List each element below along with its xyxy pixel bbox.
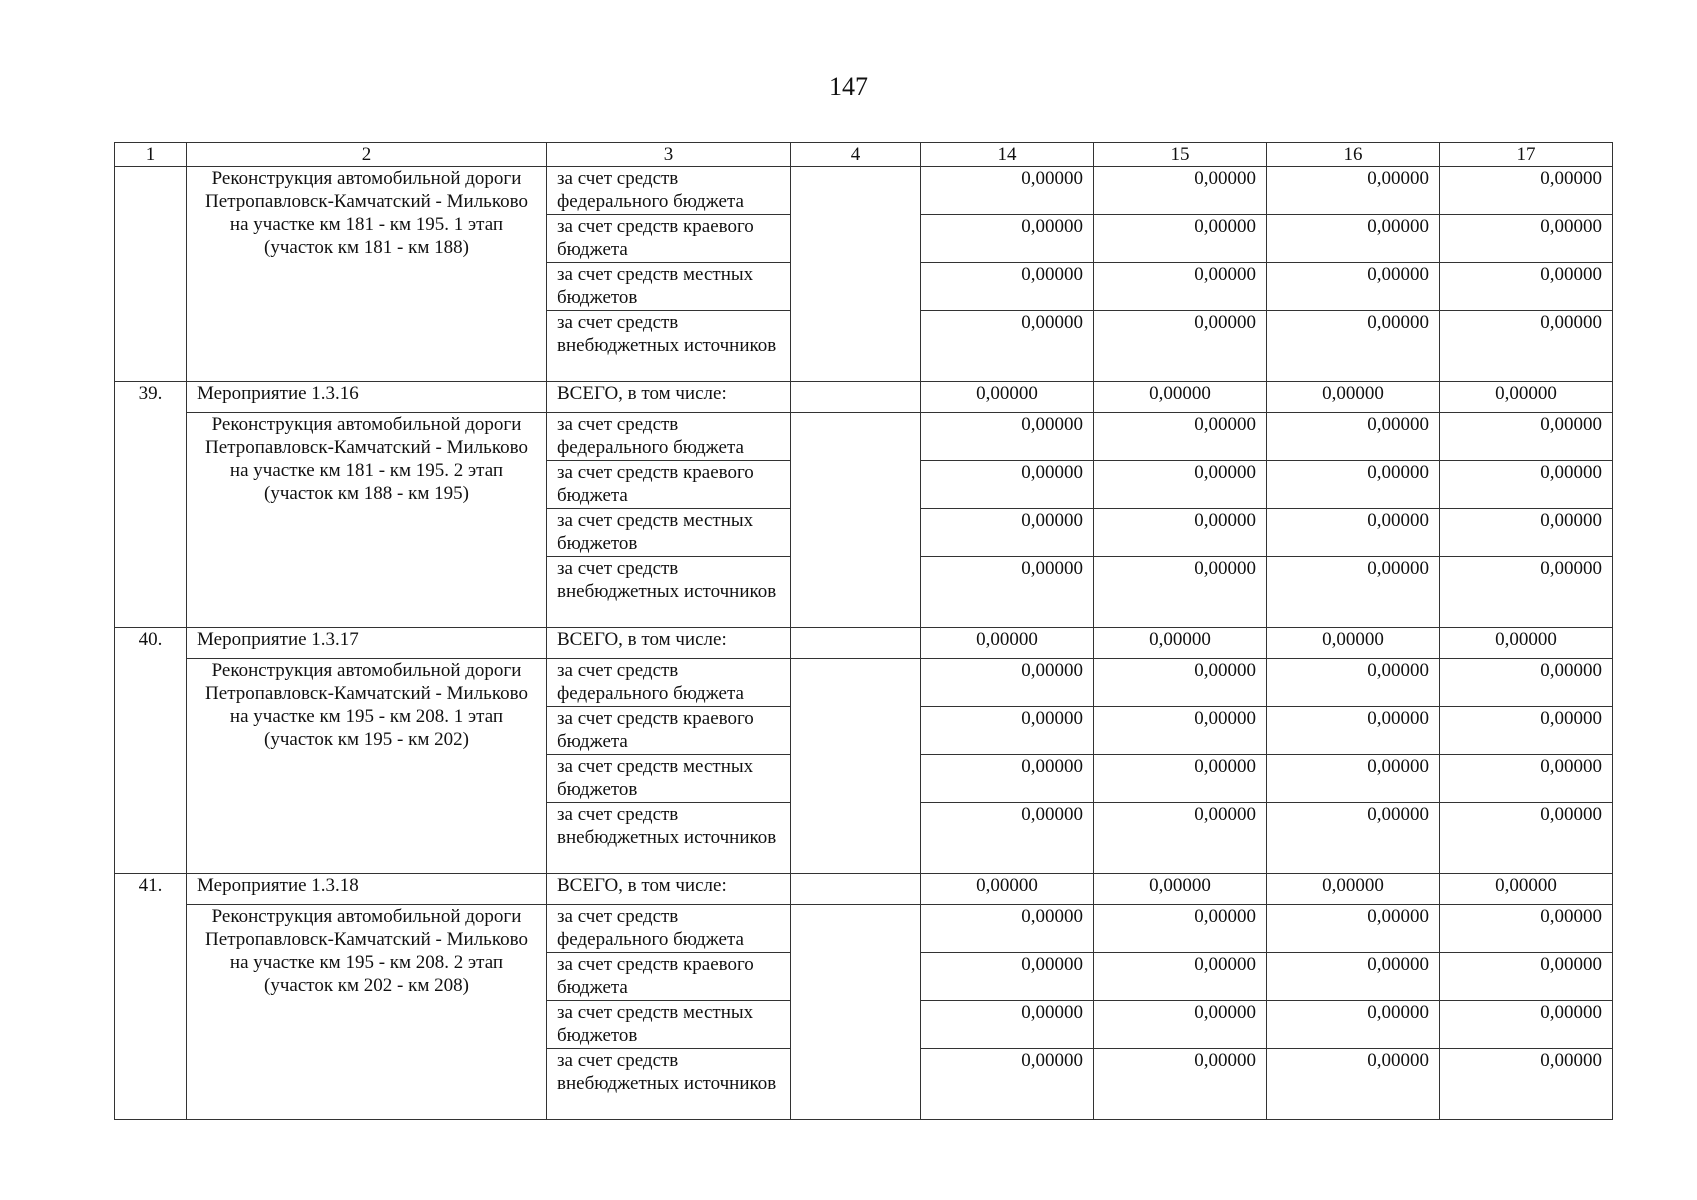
funding-source: за счет средств федерального бюджета: [547, 413, 791, 461]
measure-name: Мероприятие 1.3.18: [187, 874, 547, 905]
value-cell: 0,00000: [1440, 215, 1613, 263]
value-cell: 0,00000: [1094, 953, 1267, 1001]
total-label: ВСЕГО, в том числе:: [547, 628, 791, 659]
total-row: [115, 628, 1613, 659]
value-cell: 0,00000: [1267, 557, 1440, 628]
value-cell: 0,00000: [1267, 1049, 1440, 1120]
column-header: 14: [921, 143, 1094, 167]
value-cell: 0,00000: [1267, 263, 1440, 311]
source-row: [115, 413, 1613, 461]
value-cell: 0,00000: [921, 905, 1094, 953]
total-value: 0,00000: [921, 628, 1094, 659]
measure-description: Реконструкция автомобильной дороги Петропавловск-Камчатский - Мильково на участке км 195 - км 208. 1 этап (участок км 195 - км 202): [187, 659, 547, 874]
funding-source: за счет средств местных бюджетов: [547, 1001, 791, 1049]
value-cell: 0,00000: [1440, 659, 1613, 707]
value-cell: 0,00000: [921, 659, 1094, 707]
value-cell: 0,00000: [921, 755, 1094, 803]
funding-source: за счет средств внебюджетных источников: [547, 311, 791, 382]
column-4-cell: [791, 628, 921, 659]
value-cell: 0,00000: [921, 1049, 1094, 1120]
value-cell: 0,00000: [1267, 1001, 1440, 1049]
measure-description: Реконструкция автомобильной дороги Петропавловск-Камчатский - Мильково на участке км 181 - км 195. 2 этап (участок км 188 - км 195): [187, 413, 547, 628]
column-header: 2: [187, 143, 547, 167]
item-number: [115, 167, 187, 382]
header-row: [115, 143, 1613, 167]
funding-source: за счет средств внебюджетных источников: [547, 1049, 791, 1120]
column-4-cell: [791, 382, 921, 413]
value-cell: 0,00000: [921, 1001, 1094, 1049]
item-number: 40.: [115, 628, 187, 874]
funding-source: за счет средств местных бюджетов: [547, 755, 791, 803]
total-value: 0,00000: [1267, 628, 1440, 659]
value-cell: 0,00000: [1094, 755, 1267, 803]
value-cell: 0,00000: [921, 167, 1094, 215]
value-cell: 0,00000: [1440, 953, 1613, 1001]
value-cell: 0,00000: [921, 311, 1094, 382]
item-number: 41.: [115, 874, 187, 1120]
funding-source: за счет средств краевого бюджета: [547, 215, 791, 263]
value-cell: 0,00000: [1094, 1001, 1267, 1049]
funding-source: за счет средств краевого бюджета: [547, 953, 791, 1001]
measure-name: Мероприятие 1.3.16: [187, 382, 547, 413]
page-number: 147: [829, 72, 868, 101]
value-cell: 0,00000: [921, 215, 1094, 263]
total-label: ВСЕГО, в том числе:: [547, 382, 791, 413]
value-cell: 0,00000: [1267, 755, 1440, 803]
value-cell: 0,00000: [1440, 707, 1613, 755]
value-cell: 0,00000: [1267, 905, 1440, 953]
column-header: 17: [1440, 143, 1613, 167]
total-value: 0,00000: [1094, 382, 1267, 413]
value-cell: 0,00000: [921, 557, 1094, 628]
value-cell: 0,00000: [1094, 215, 1267, 263]
value-cell: 0,00000: [1440, 263, 1613, 311]
funding-source: за счет средств краевого бюджета: [547, 461, 791, 509]
funding-source: за счет средств местных бюджетов: [547, 509, 791, 557]
value-cell: 0,00000: [1094, 509, 1267, 557]
value-cell: 0,00000: [1440, 557, 1613, 628]
value-cell: 0,00000: [1440, 1001, 1613, 1049]
value-cell: 0,00000: [921, 509, 1094, 557]
value-cell: 0,00000: [1094, 167, 1267, 215]
column-4-cell: [791, 905, 921, 1120]
funding-source: за счет средств местных бюджетов: [547, 263, 791, 311]
value-cell: 0,00000: [1267, 461, 1440, 509]
value-cell: 0,00000: [1094, 311, 1267, 382]
value-cell: 0,00000: [1267, 803, 1440, 874]
value-cell: 0,00000: [1440, 755, 1613, 803]
value-cell: 0,00000: [921, 413, 1094, 461]
value-cell: 0,00000: [921, 953, 1094, 1001]
total-value: 0,00000: [1440, 382, 1613, 413]
value-cell: 0,00000: [1440, 311, 1613, 382]
value-cell: 0,00000: [1440, 905, 1613, 953]
value-cell: 0,00000: [1267, 509, 1440, 557]
funding-source: за счет средств внебюджетных источников: [547, 557, 791, 628]
funding-source: за счет средств федерального бюджета: [547, 167, 791, 215]
total-value: 0,00000: [921, 382, 1094, 413]
measure-description: Реконструкция автомобильной дороги Петропавловск-Камчатский - Мильково на участке км 181 - км 195. 1 этап (участок км 181 - км 188): [187, 167, 547, 382]
value-cell: 0,00000: [921, 461, 1094, 509]
source-row: [115, 905, 1613, 953]
funding-source: за счет средств краевого бюджета: [547, 707, 791, 755]
total-value: 0,00000: [1267, 382, 1440, 413]
value-cell: 0,00000: [1440, 509, 1613, 557]
source-row: [115, 659, 1613, 707]
measure-name: Мероприятие 1.3.17: [187, 628, 547, 659]
funding-source: за счет средств федерального бюджета: [547, 905, 791, 953]
value-cell: 0,00000: [1440, 413, 1613, 461]
total-value: 0,00000: [1440, 628, 1613, 659]
total-row: [115, 874, 1613, 905]
value-cell: 0,00000: [1267, 215, 1440, 263]
value-cell: 0,00000: [1094, 1049, 1267, 1120]
total-value: 0,00000: [1440, 874, 1613, 905]
value-cell: 0,00000: [1267, 311, 1440, 382]
value-cell: 0,00000: [1094, 659, 1267, 707]
total-value: 0,00000: [1267, 874, 1440, 905]
total-row: [115, 382, 1613, 413]
value-cell: 0,00000: [1094, 803, 1267, 874]
source-row: [115, 167, 1613, 215]
value-cell: 0,00000: [1440, 803, 1613, 874]
funding-source: за счет средств внебюджетных источников: [547, 803, 791, 874]
measure-description: Реконструкция автомобильной дороги Петропавловск-Камчатский - Мильково на участке км 195 - км 208. 2 этап (участок км 202 - км 208): [187, 905, 547, 1120]
value-cell: 0,00000: [1440, 167, 1613, 215]
total-value: 0,00000: [921, 874, 1094, 905]
total-value: 0,00000: [1094, 628, 1267, 659]
value-cell: 0,00000: [1094, 461, 1267, 509]
funding-source: за счет средств федерального бюджета: [547, 659, 791, 707]
value-cell: 0,00000: [921, 263, 1094, 311]
column-header: 16: [1267, 143, 1440, 167]
value-cell: 0,00000: [1440, 1049, 1613, 1120]
column-4-cell: [791, 659, 921, 874]
value-cell: 0,00000: [1267, 953, 1440, 1001]
column-header: 15: [1094, 143, 1267, 167]
value-cell: 0,00000: [1267, 413, 1440, 461]
value-cell: 0,00000: [1267, 659, 1440, 707]
column-header: 3: [547, 143, 791, 167]
item-number: 39.: [115, 382, 187, 628]
column-4-cell: [791, 167, 921, 382]
value-cell: 0,00000: [1094, 707, 1267, 755]
value-cell: 0,00000: [1094, 557, 1267, 628]
value-cell: 0,00000: [1094, 905, 1267, 953]
value-cell: 0,00000: [1094, 263, 1267, 311]
budget-table: [114, 142, 1613, 1120]
value-cell: 0,00000: [1267, 167, 1440, 215]
value-cell: 0,00000: [1094, 413, 1267, 461]
column-4-cell: [791, 874, 921, 905]
column-header: 1: [115, 143, 187, 167]
value-cell: 0,00000: [921, 803, 1094, 874]
total-value: 0,00000: [1094, 874, 1267, 905]
column-header: 4: [791, 143, 921, 167]
total-label: ВСЕГО, в том числе:: [547, 874, 791, 905]
value-cell: 0,00000: [1267, 707, 1440, 755]
value-cell: 0,00000: [1440, 461, 1613, 509]
column-4-cell: [791, 413, 921, 628]
value-cell: 0,00000: [921, 707, 1094, 755]
